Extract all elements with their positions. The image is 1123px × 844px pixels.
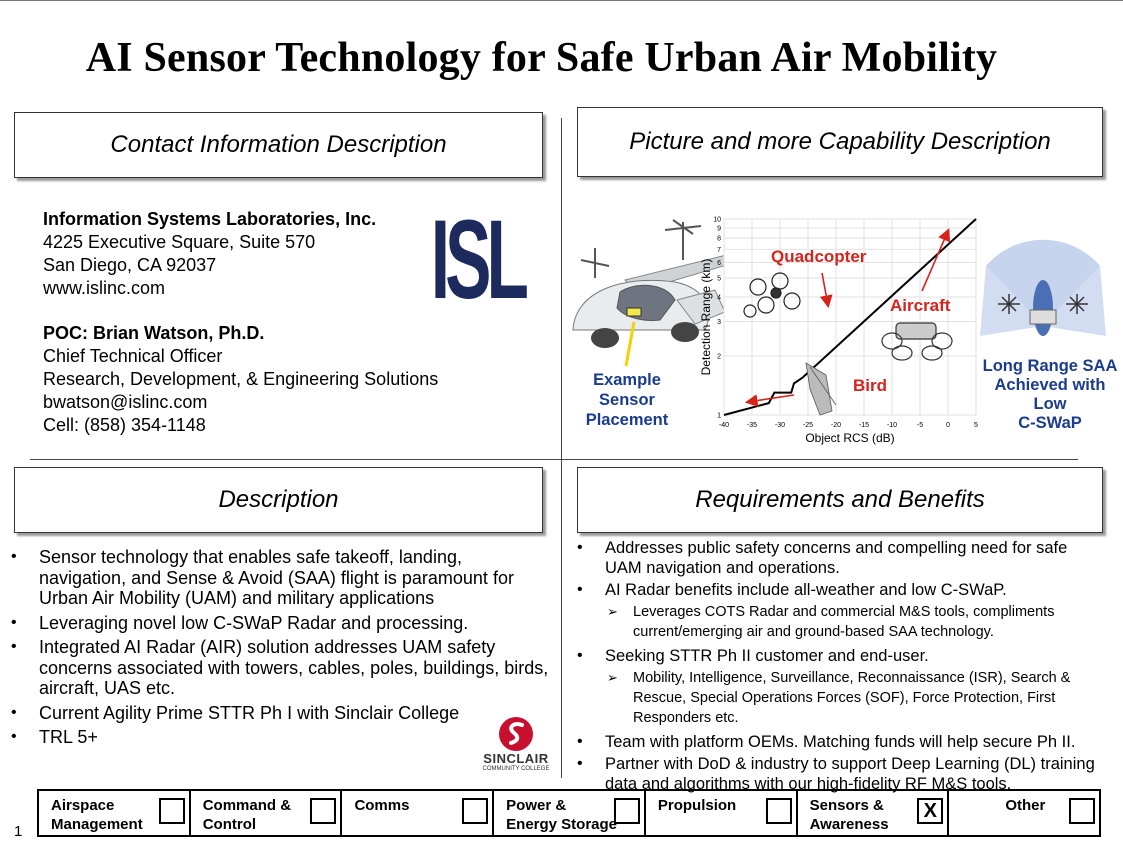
category-table (37, 789, 1101, 837)
description-item: • Current Agility Prime STTR Ph I with Sinclair College (39, 703, 549, 724)
bird-icon (806, 363, 836, 415)
sensors-awareness-checkbox[interactable]: X (917, 798, 943, 824)
quadcopter-label: Quadcopter (771, 247, 867, 266)
sinclair-emblem-icon (496, 716, 536, 752)
phone-number: Cell: (858) 354-1148 (43, 415, 206, 435)
aircraft-drone-icon (882, 323, 952, 360)
requirement-item: • Partner with DoD & industry to support Deep Learning (DL) training data and algorithms with our high-fidelity RF M&S tools. (605, 754, 1105, 794)
quadcopter-arrow (822, 273, 828, 305)
category-propulsion: Propulsion (646, 791, 798, 835)
y-tick-label: 3 (717, 318, 721, 326)
poc-department: Research, Development, & Engineering Solutions (43, 369, 439, 389)
y-tick-label: 4 (717, 294, 721, 302)
propulsion-checkbox[interactable] (766, 798, 792, 824)
horizontal-divider (30, 459, 1078, 460)
description-item: • Sensor technology that enables safe takeoff, landing, navigation, and Sense & Avoid (SAA) flight is paramount for Urban Air Mobility (UAM) and military applications (39, 547, 549, 609)
contact-header: Contact Information Description (14, 112, 543, 178)
page-number: 1 (14, 823, 23, 840)
aircraft-arrow (922, 231, 948, 291)
saa-coverage-illustration (978, 236, 1108, 351)
address-line-1: 4225 Executive Square, Suite 570 (43, 232, 316, 252)
top-rule (0, 0, 1123, 1)
requirement-item: • Seeking STTR Ph II customer and end-user. (605, 646, 1105, 666)
other-checkbox[interactable] (1069, 798, 1095, 824)
category-sensors-awareness: Sensors & Awareness X (798, 791, 950, 835)
y-tick-label: 10 (713, 216, 721, 224)
comms-checkbox[interactable] (462, 798, 488, 824)
x-tick-label: -25 (802, 422, 814, 429)
y-tick-label: 6 (717, 259, 721, 267)
y-tick-label: 1 (717, 412, 721, 420)
x-tick-label: -40 (718, 422, 730, 429)
category-power-energy: Power & Energy Storage (494, 791, 646, 835)
email-link[interactable]: bwatson@islinc.com (43, 392, 208, 412)
x-tick-label: -10 (886, 422, 898, 429)
chart-annotations (696, 215, 984, 450)
address-line-2: San Diego, CA 92037 (43, 255, 217, 275)
x-tick-label: 0 (946, 422, 950, 429)
isl-logo-text: ISL (430, 197, 524, 323)
category-comms: Comms (342, 791, 494, 835)
y-tick-label: 2 (717, 353, 721, 361)
description-item: • TRL 5+ (39, 727, 549, 748)
requirement-item: • Addresses public safety concerns and compelling need for safe UAM navigation and operations. (605, 538, 1105, 578)
y-tick-label: 9 (717, 225, 721, 233)
page-title: AI Sensor Technology for Safe Urban Air Mobility (85, 35, 998, 81)
description-list (39, 547, 549, 752)
requirements-header: Requirements and Benefits (577, 467, 1103, 533)
category-command-control: Command & Control (191, 791, 343, 835)
company-name: Information Systems Laboratories, Inc. (43, 209, 377, 229)
x-tick-label: -35 (746, 422, 758, 429)
aircraft-label: Aircraft (890, 296, 951, 315)
description-item: • Leveraging novel low C-SWaP Radar and processing. (39, 613, 549, 634)
sinclair-logo (478, 716, 554, 776)
bird-arrow (748, 395, 794, 402)
x-tick-label: 5 (974, 422, 978, 429)
power-energy-checkbox[interactable] (614, 798, 640, 824)
y-tick-label: 7 (717, 246, 721, 254)
requirement-item: • AI Radar benefits include all-weather and low C-SWaP. (605, 580, 1105, 600)
description-item: • Integrated AI Radar (AIR) solution addresses UAM safety concerns associated with towers, cables, poles, buildings, birds, aircraft, UAS etc. (39, 637, 549, 699)
y-tick-label: 8 (717, 235, 721, 243)
airspace-management-checkbox[interactable] (159, 798, 185, 824)
sensor-placement-label: Example Sensor Placement (585, 371, 669, 429)
x-tick-label: -30 (774, 422, 786, 429)
y-tick-label: 5 (717, 275, 721, 283)
description-header: Description (14, 467, 543, 533)
x-tick-label: -5 (916, 422, 924, 429)
poc-role: Chief Technical Officer (43, 346, 223, 366)
contact-block (43, 208, 438, 437)
y-axis-label: Detection Range (km) (699, 258, 713, 376)
saa-label: Long Range SAA Achieved with Low C-SWaP (982, 357, 1118, 432)
requirement-subitem: ➢ Leverages COTS Radar and commercial M&S tools, compliments current/emerging air and ground-based SAA technology. (633, 602, 1105, 642)
category-other: Other (949, 791, 1099, 835)
picture-header: Picture and more Capability Description (577, 107, 1103, 177)
requirements-list (605, 538, 1105, 796)
sinclair-name: SINCLAIR (483, 751, 549, 766)
command-control-checkbox[interactable] (310, 798, 336, 824)
x-tick-label: -15 (858, 422, 870, 429)
x-axis-label: Object RCS (dB) (805, 431, 895, 445)
vertical-divider (561, 118, 562, 778)
requirement-item: • Team with platform OEMs. Matching funds will help secure Ph II. (605, 732, 1105, 752)
x-tick-label: -20 (830, 422, 842, 429)
poc-name: POC: Brian Watson, Ph.D. (43, 323, 265, 343)
sensor-pointer-line (620, 320, 640, 370)
sinclair-subtitle: COMMUNITY COLLEGE (482, 766, 550, 772)
bird-label: Bird (853, 376, 887, 395)
website-link[interactable]: www.islinc.com (43, 278, 166, 298)
isl-logo (430, 197, 524, 323)
requirement-subitem: ➢ Mobility, Intelligence, Surveillance, Reconnaissance (ISR), Search & Rescue, Special Operations Forces (SOF), Force Protection, First Responders etc. (633, 668, 1105, 728)
quadcopter-icon (744, 273, 800, 317)
category-airspace-management: Airspace Management (39, 791, 191, 835)
